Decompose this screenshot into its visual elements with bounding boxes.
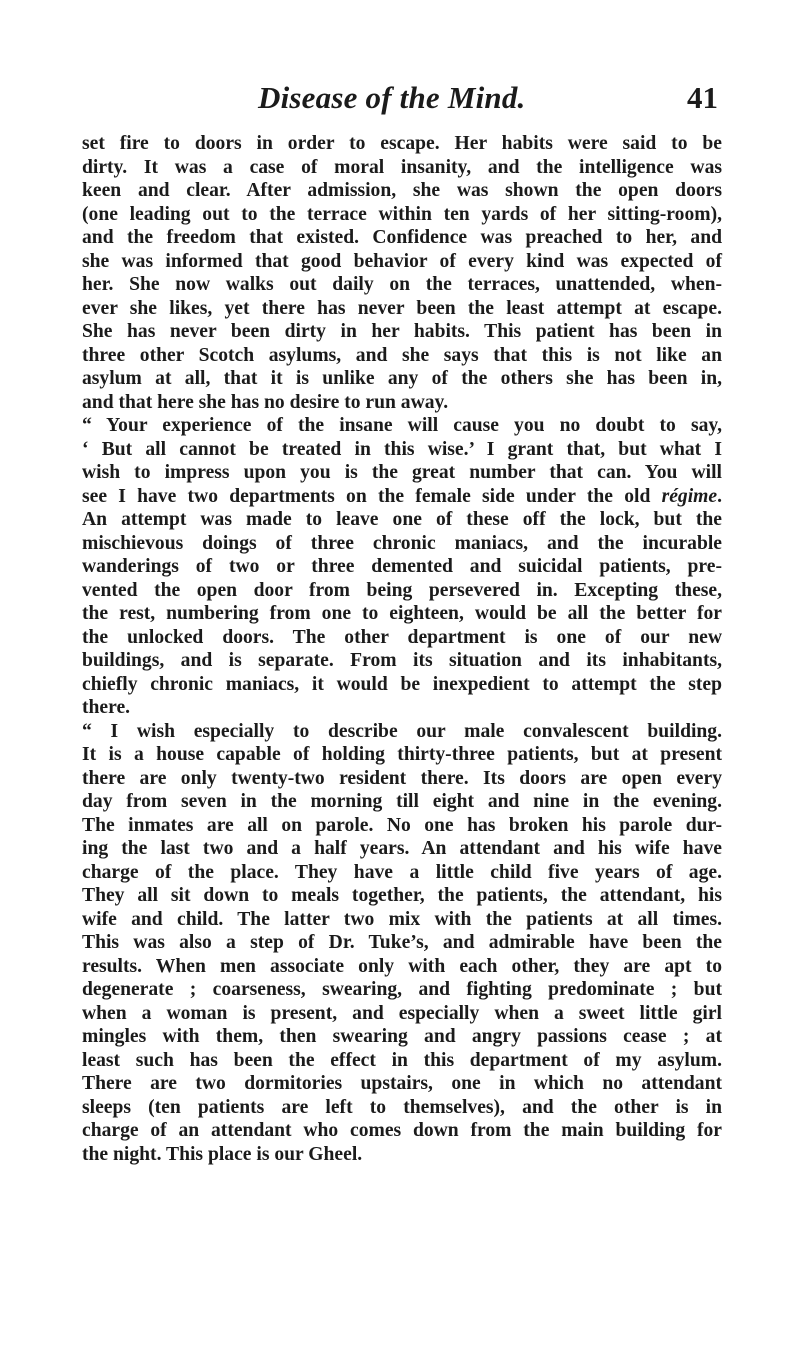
text-line: charge of the place. They have a little child five years of age. — [82, 861, 722, 883]
text-line: the unlocked doors. The other department is one of our new — [82, 626, 722, 648]
text-line: buildings, and is separate. From its situation and its inhabitants, — [82, 650, 722, 671]
body-text — [82, 132, 722, 1166]
text-line: ever she likes, yet there has never been the least attempt at escape. — [82, 297, 722, 319]
text-line: day from seven in the morning till eight and nine in the evening. — [82, 791, 722, 812]
text-line: This was also a step of Dr. Tuke’s, and admirable have been the — [82, 932, 722, 953]
text-line: She has never been dirty in her habits. This patient has been in — [82, 321, 722, 342]
text-line: wife and child. The latter two mix with the patients at all times. — [82, 908, 722, 930]
running-title: Disease of the Mind. — [258, 80, 526, 115]
text-line: three other Scotch asylums, and she says that this is not like an — [82, 344, 722, 366]
page-number: 41 — [687, 80, 718, 115]
text-line: wanderings of two or three demented and suicidal patients, pre- — [82, 556, 722, 577]
text-line: when a woman is present, and especially when a sweet little girl — [82, 1002, 722, 1024]
text-line: the night. This place is our Gheel. — [82, 1143, 363, 1165]
text-line: mingles with them, then swearing and angry passions cease ; at — [82, 1026, 722, 1047]
text-line: degenerate ; coarseness, swearing, and fighting predominate ; but — [82, 979, 722, 1000]
text-line: keen and clear. After admission, she was shown the open doors — [82, 180, 722, 201]
text-line: “ I wish especially to describe our male convalescent building. — [82, 720, 722, 742]
text-line: charge of an attendant who comes down from the main building for — [82, 1120, 722, 1141]
text-line: the rest, numbering from one to eighteen, would be all the better for — [82, 603, 722, 624]
text-line: ing the last two and a half years. An attendant and his wife have — [82, 838, 722, 859]
text-line: see I have two departments on the female side under the old régime. — [82, 485, 722, 507]
text-line: vented the open door from being persevered in. Excepting these, — [82, 579, 722, 601]
text-line: there. — [82, 697, 131, 718]
text-line: least such has been the effect in this department of my asylum. — [82, 1049, 722, 1071]
running-header — [258, 80, 718, 116]
text-line: There are two dormitories upstairs, one in which no attendant — [82, 1073, 722, 1094]
text-line: The inmates are all on parole. No one has broken his parole dur- — [82, 814, 722, 836]
text-line: mischievous doings of three chronic maniacs, and the incurable — [82, 532, 722, 554]
text-line: chiefly chronic maniacs, it would be inexpedient to attempt the step — [82, 673, 722, 695]
text-line: there are only twenty-two resident there. Its doors are open every — [82, 767, 722, 789]
text-line: and the freedom that existed. Confidence was preached to her, and — [82, 227, 722, 248]
text-line: They all sit down to meals together, the patients, the attendant, his — [82, 885, 722, 906]
text-line: “ Your experience of the insane will cause you no doubt to say, — [82, 415, 722, 436]
text-line: results. When men associate only with each other, they are apt to — [82, 955, 722, 977]
text-line: her. She now walks out daily on the terraces, unattended, when- — [82, 274, 722, 295]
text-line: (one leading out to the terrace within ten yards of her sitting-room), — [82, 203, 722, 225]
text-line: ‘ But all cannot be treated in this wise.’ I grant that, but what I — [82, 438, 722, 460]
text-line: wish to impress upon you is the great number that can. You will — [82, 462, 722, 483]
text-line: asylum at all, that it is unlike any of the others she has been in, — [82, 368, 722, 389]
text-line: she was informed that good behavior of every kind was expected of — [82, 250, 722, 272]
text-line: It is a house capable of holding thirty-three patients, but at present — [82, 744, 722, 765]
text-line: set fire to doors in order to escape. Her habits were said to be — [82, 133, 722, 154]
text-line: dirty. It was a case of moral insanity, and the intelligence was — [82, 156, 722, 178]
text-line: An attempt was made to leave one of these off the lock, but the — [82, 509, 722, 530]
text-line: and that here she has no desire to run away. — [82, 391, 449, 413]
text-line: sleeps (ten patients are left to themselves), and the other is in — [82, 1096, 722, 1118]
